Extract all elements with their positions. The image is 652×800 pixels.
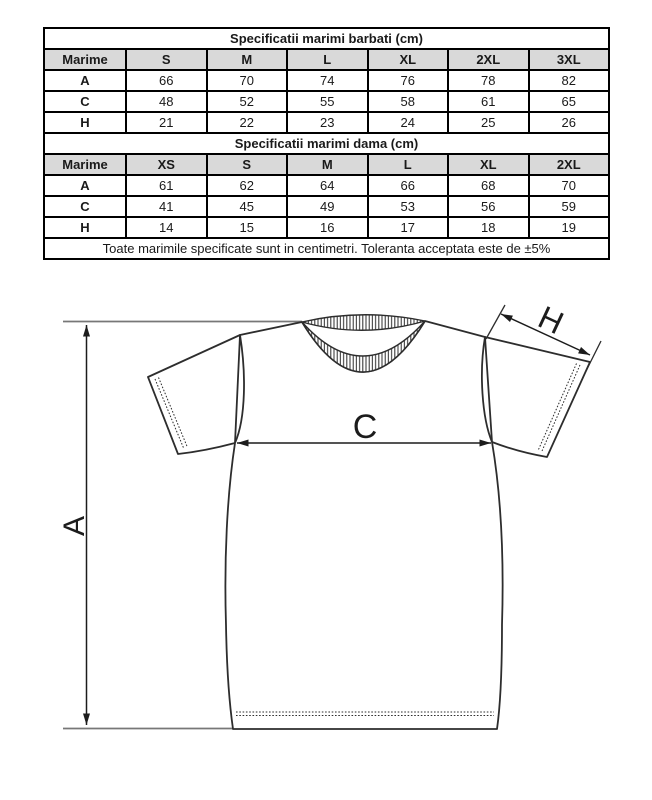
table-row xyxy=(44,91,609,112)
label-A: A xyxy=(58,515,91,537)
size-value: 48 xyxy=(126,91,207,112)
size-value: 78 xyxy=(448,70,529,91)
row-label: H xyxy=(44,112,126,133)
size-value: 17 xyxy=(368,217,449,238)
tshirt-measurement-diagram xyxy=(0,260,652,800)
size-value: 76 xyxy=(368,70,449,91)
size-value: 41 xyxy=(126,196,207,217)
row-label: A xyxy=(44,175,126,196)
column-header: L xyxy=(287,49,368,70)
size-value: 25 xyxy=(448,112,529,133)
table-row xyxy=(44,70,609,91)
table-row xyxy=(44,217,609,238)
size-value: 82 xyxy=(529,70,610,91)
size-value: 62 xyxy=(207,175,288,196)
size-value: 58 xyxy=(368,91,449,112)
size-value: 68 xyxy=(448,175,529,196)
size-value: 49 xyxy=(287,196,368,217)
size-value: 74 xyxy=(287,70,368,91)
tshirt-body xyxy=(225,321,502,729)
table-title: Specificatii marimi barbati (cm) xyxy=(44,28,609,49)
table-title-row xyxy=(44,28,609,49)
size-value: 19 xyxy=(529,217,610,238)
column-header: 2XL xyxy=(529,154,610,175)
column-header: M xyxy=(287,154,368,175)
column-header: S xyxy=(126,49,207,70)
table-footer-row xyxy=(44,238,609,259)
size-value: 56 xyxy=(448,196,529,217)
column-header: XL xyxy=(368,49,449,70)
table-title: Specificatii marimi dama (cm) xyxy=(44,133,609,154)
column-header: S xyxy=(207,154,288,175)
table-header-row xyxy=(44,49,609,70)
table-row xyxy=(44,112,609,133)
table-title-row xyxy=(44,133,609,154)
column-header: XL xyxy=(448,154,529,175)
column-header: M xyxy=(207,49,288,70)
size-value: 53 xyxy=(368,196,449,217)
size-value: 66 xyxy=(368,175,449,196)
row-label: C xyxy=(44,196,126,217)
sleeve-extension-line-outer xyxy=(586,341,601,371)
table-row xyxy=(44,175,609,196)
size-value: 61 xyxy=(126,175,207,196)
size-value: 16 xyxy=(287,217,368,238)
collar-back-band xyxy=(302,315,425,331)
size-value: 55 xyxy=(287,91,368,112)
size-table xyxy=(43,27,610,260)
column-header: Marime xyxy=(44,154,126,175)
row-label: A xyxy=(44,70,126,91)
size-value: 64 xyxy=(287,175,368,196)
label-C: C xyxy=(352,408,378,446)
size-value: 59 xyxy=(529,196,610,217)
table-header-row xyxy=(44,154,609,175)
column-header: L xyxy=(368,154,449,175)
column-header: Marime xyxy=(44,49,126,70)
size-value: 61 xyxy=(448,91,529,112)
column-header: 2XL xyxy=(448,49,529,70)
sleeve-extension-line-inner xyxy=(486,305,505,339)
size-value: 66 xyxy=(126,70,207,91)
column-header: 3XL xyxy=(529,49,610,70)
size-value: 52 xyxy=(207,91,288,112)
row-label: C xyxy=(44,91,126,112)
size-value: 23 xyxy=(287,112,368,133)
size-value: 26 xyxy=(529,112,610,133)
tolerance-note: Toate marimile specificate sunt in centimetri. Toleranta acceptata este de ±5% xyxy=(44,238,609,259)
table-row xyxy=(44,196,609,217)
column-header: XS xyxy=(126,154,207,175)
size-value: 65 xyxy=(529,91,610,112)
size-value: 70 xyxy=(207,70,288,91)
size-value: 15 xyxy=(207,217,288,238)
size-value: 14 xyxy=(126,217,207,238)
label-H: H xyxy=(532,298,570,342)
size-value: 45 xyxy=(207,196,288,217)
row-label: H xyxy=(44,217,126,238)
size-value: 21 xyxy=(126,112,207,133)
size-value: 18 xyxy=(448,217,529,238)
size-value: 24 xyxy=(368,112,449,133)
right-sleeve xyxy=(485,337,590,457)
size-value: 22 xyxy=(207,112,288,133)
size-value: 70 xyxy=(529,175,610,196)
